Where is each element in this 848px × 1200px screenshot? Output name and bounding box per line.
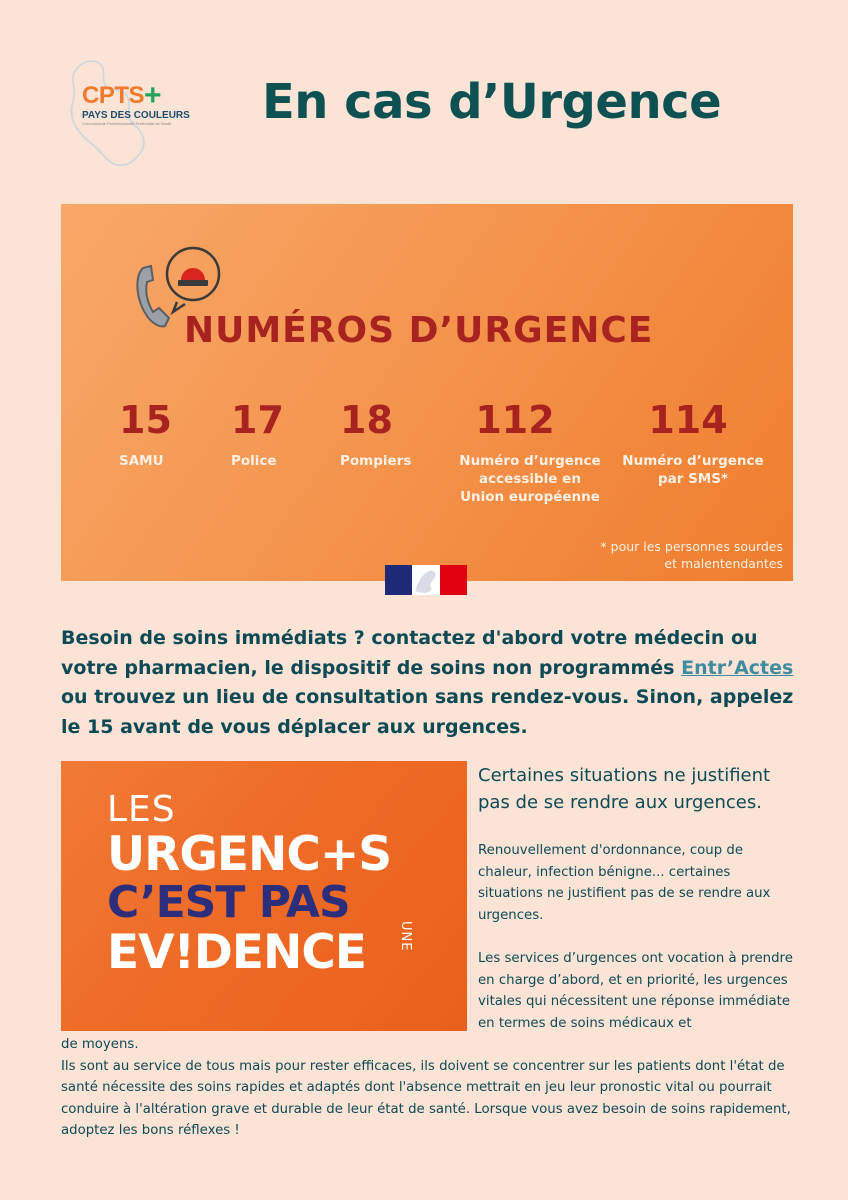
logo-subtitle: PAYS DES COULEURS: [82, 110, 190, 121]
evidence-line-cest-pas: C’EST PAS: [107, 877, 350, 928]
urgences-evidence-image: [61, 761, 467, 1031]
side-paragraph-1: Renouvellement d'ordonnance, coup de chaleur, infection bénigne... certaines situations ne justifient pas de se rendre aux urgences.: [478, 843, 771, 923]
number-value: 17: [231, 398, 284, 442]
emergency-numbers-banner: [61, 204, 793, 581]
evidence-line-evidence: EV!DENCE: [107, 925, 366, 980]
side-heading: Certaines situations ne justifient pas de se rendre aux urgences.: [478, 765, 771, 813]
intro-paragraph: [61, 624, 801, 742]
number-label: Numéro d’urgence accessible en Union européenne: [459, 453, 601, 505]
number-value: 114: [648, 398, 728, 442]
number-value: 15: [119, 398, 172, 442]
entractes-link[interactable]: Entr’Actes: [681, 656, 794, 679]
emergency-number-pompiers: [340, 400, 411, 470]
logo-tagline: Communauté Professionnelle Territoriale de Santé: [82, 121, 172, 126]
evidence-word-une: UNE: [398, 921, 413, 952]
intro-text-before: Besoin de soins immédiats ? contactez d'abord votre médecin ou votre pharmacien, le dispositif de soins non programmés: [61, 627, 758, 679]
banner-footnote: * pour les personnes sourdes et malentendantes: [600, 539, 783, 571]
evidence-line-les: LES: [107, 789, 176, 830]
plus-icon: +: [144, 79, 162, 112]
intro-text-after: ou trouvez un lieu de consultation sans rendez-vous. Sinon, appelez le 15 avant de vous déplacer aux urgences.: [61, 686, 794, 738]
full-width-paragraph: de moyens. Ils sont au service de tous mais pour rester efficaces, ils doivent se concentrer sur les patients dont l'état de santé nécessite des soins rapides et adaptés dont l'absence mettrait en jeu leur pronostic vital ou pourrait conduire à l'altération grave et durable de leur état de santé. Lorsque vous avez besoin de soins rapidement, adoptez les bons réflexes !: [61, 1037, 791, 1138]
number-label: Pompiers: [340, 453, 412, 469]
republique-francaise-flag-icon: [385, 565, 467, 595]
side-paragraph-2: Les services d’urgences ont vocation à prendre en charge d’abord, et en priorité, les urgences vitales qui nécessitent une réponse immédiate en termes de soins médicaux et: [478, 951, 793, 1031]
number-value: 112: [475, 398, 555, 442]
emergency-number-samu: [119, 400, 172, 470]
emergency-number-114: [621, 400, 765, 488]
logo-name: CPTS: [82, 82, 145, 109]
emergency-number-police: [231, 400, 284, 470]
emergency-number-112: [455, 400, 605, 506]
page-title: En cas d’Urgence: [262, 74, 722, 130]
number-label: SAMU: [119, 453, 164, 469]
banner-heading: NUMÉROS D’URGENCE: [184, 310, 654, 351]
number-label: Numéro d’urgence par SMS*: [622, 453, 764, 487]
number-value: 18: [340, 398, 393, 442]
logo: [62, 58, 192, 176]
number-label: Police: [231, 453, 277, 469]
evidence-line-urgences: URGENC+S: [107, 827, 392, 882]
